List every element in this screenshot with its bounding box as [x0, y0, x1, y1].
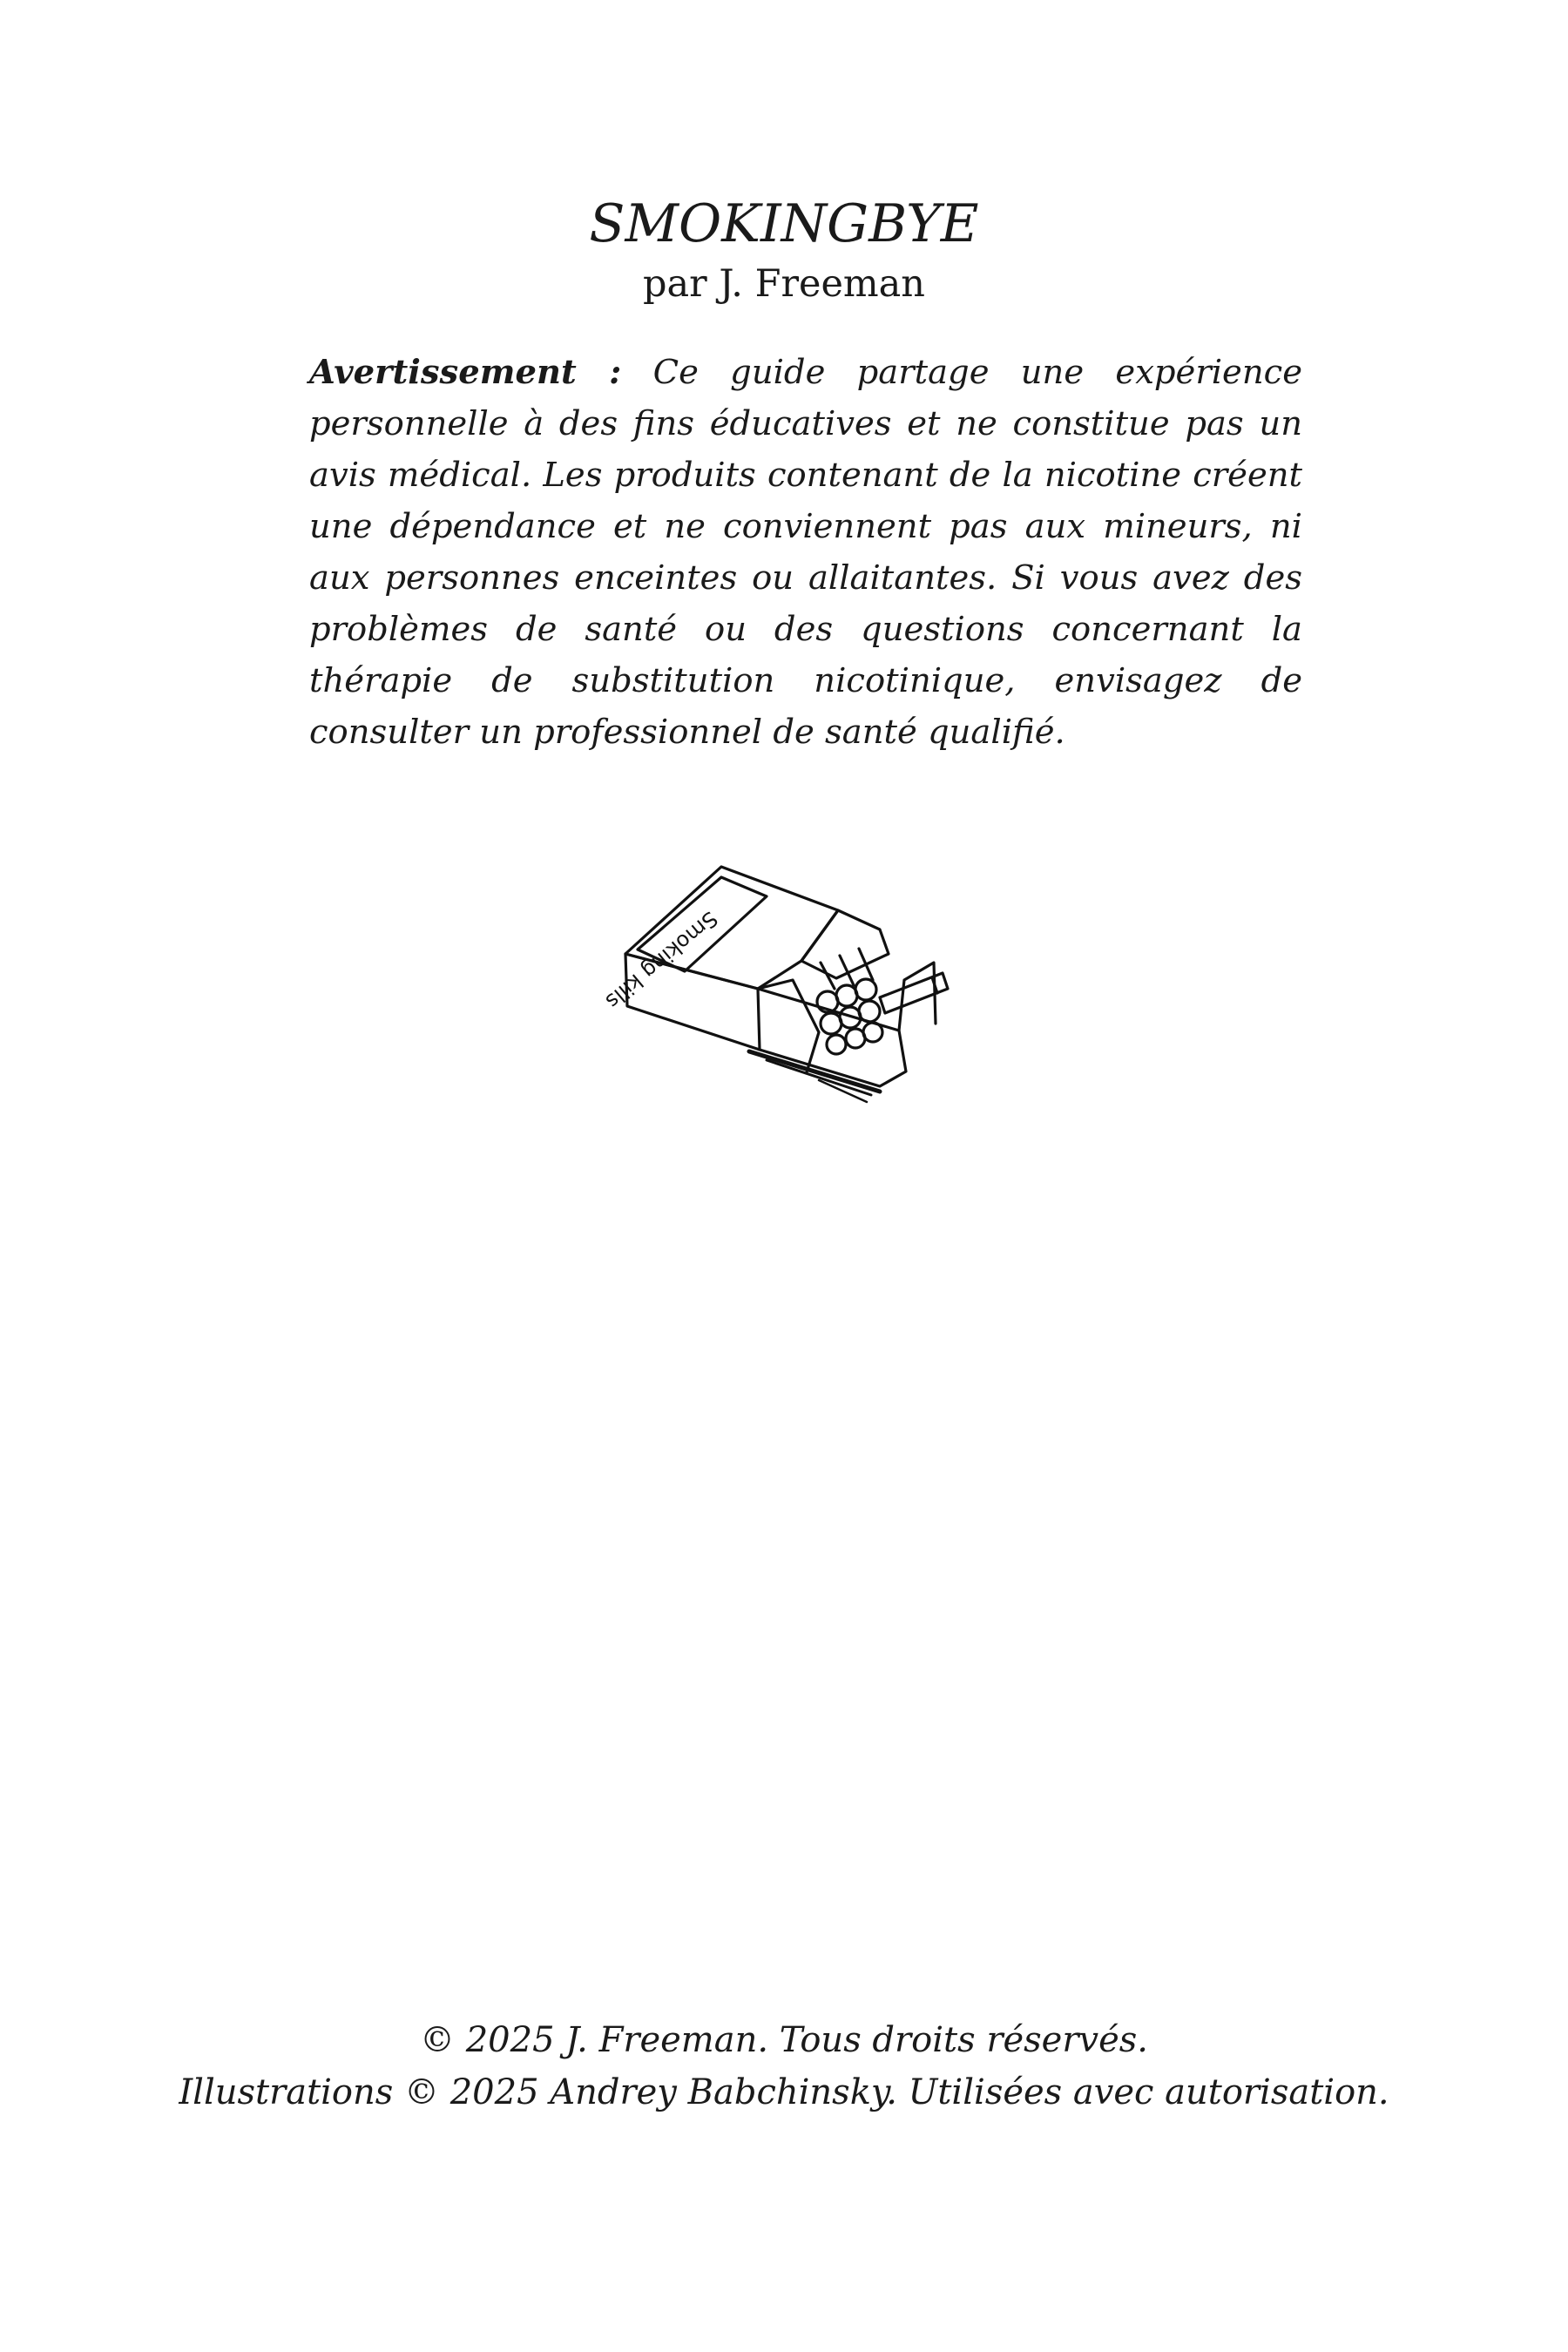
- disclaimer-text: Ce guide partage une expérience personnelle à des fins éducatives et ne constitue pas un avis médical. Les produits contenant de la nicotine créent une dépendance et ne conviennent pas aux mineurs, ni aux personnes enceintes ou allaitantes. Si vous avez des problèmes de santé ou des questions concernant la thérapie de substitution nicotinique, envisagez de consulter un professionnel de santé qualifié.: [309, 353, 1302, 752]
- disclaimer-label: Avertissement :: [309, 353, 622, 392]
- copyright-footer: [0, 2014, 1568, 2119]
- book-title: SMOKINGBYE: [589, 193, 979, 254]
- cigarette-pack-icon: [600, 858, 1010, 1111]
- illustration-credit-line: Illustrations © 2025 Andrey Babchinsky. Utilisées avec autorisation.: [179, 2072, 1389, 2112]
- book-author: par J. Freeman: [642, 262, 925, 306]
- pack-label: Smoking kills: [600, 906, 723, 1014]
- copyright-line: © 2025 J. Freeman. Tous droits réservés.: [420, 2020, 1148, 2060]
- disclaimer-paragraph: [309, 347, 1302, 758]
